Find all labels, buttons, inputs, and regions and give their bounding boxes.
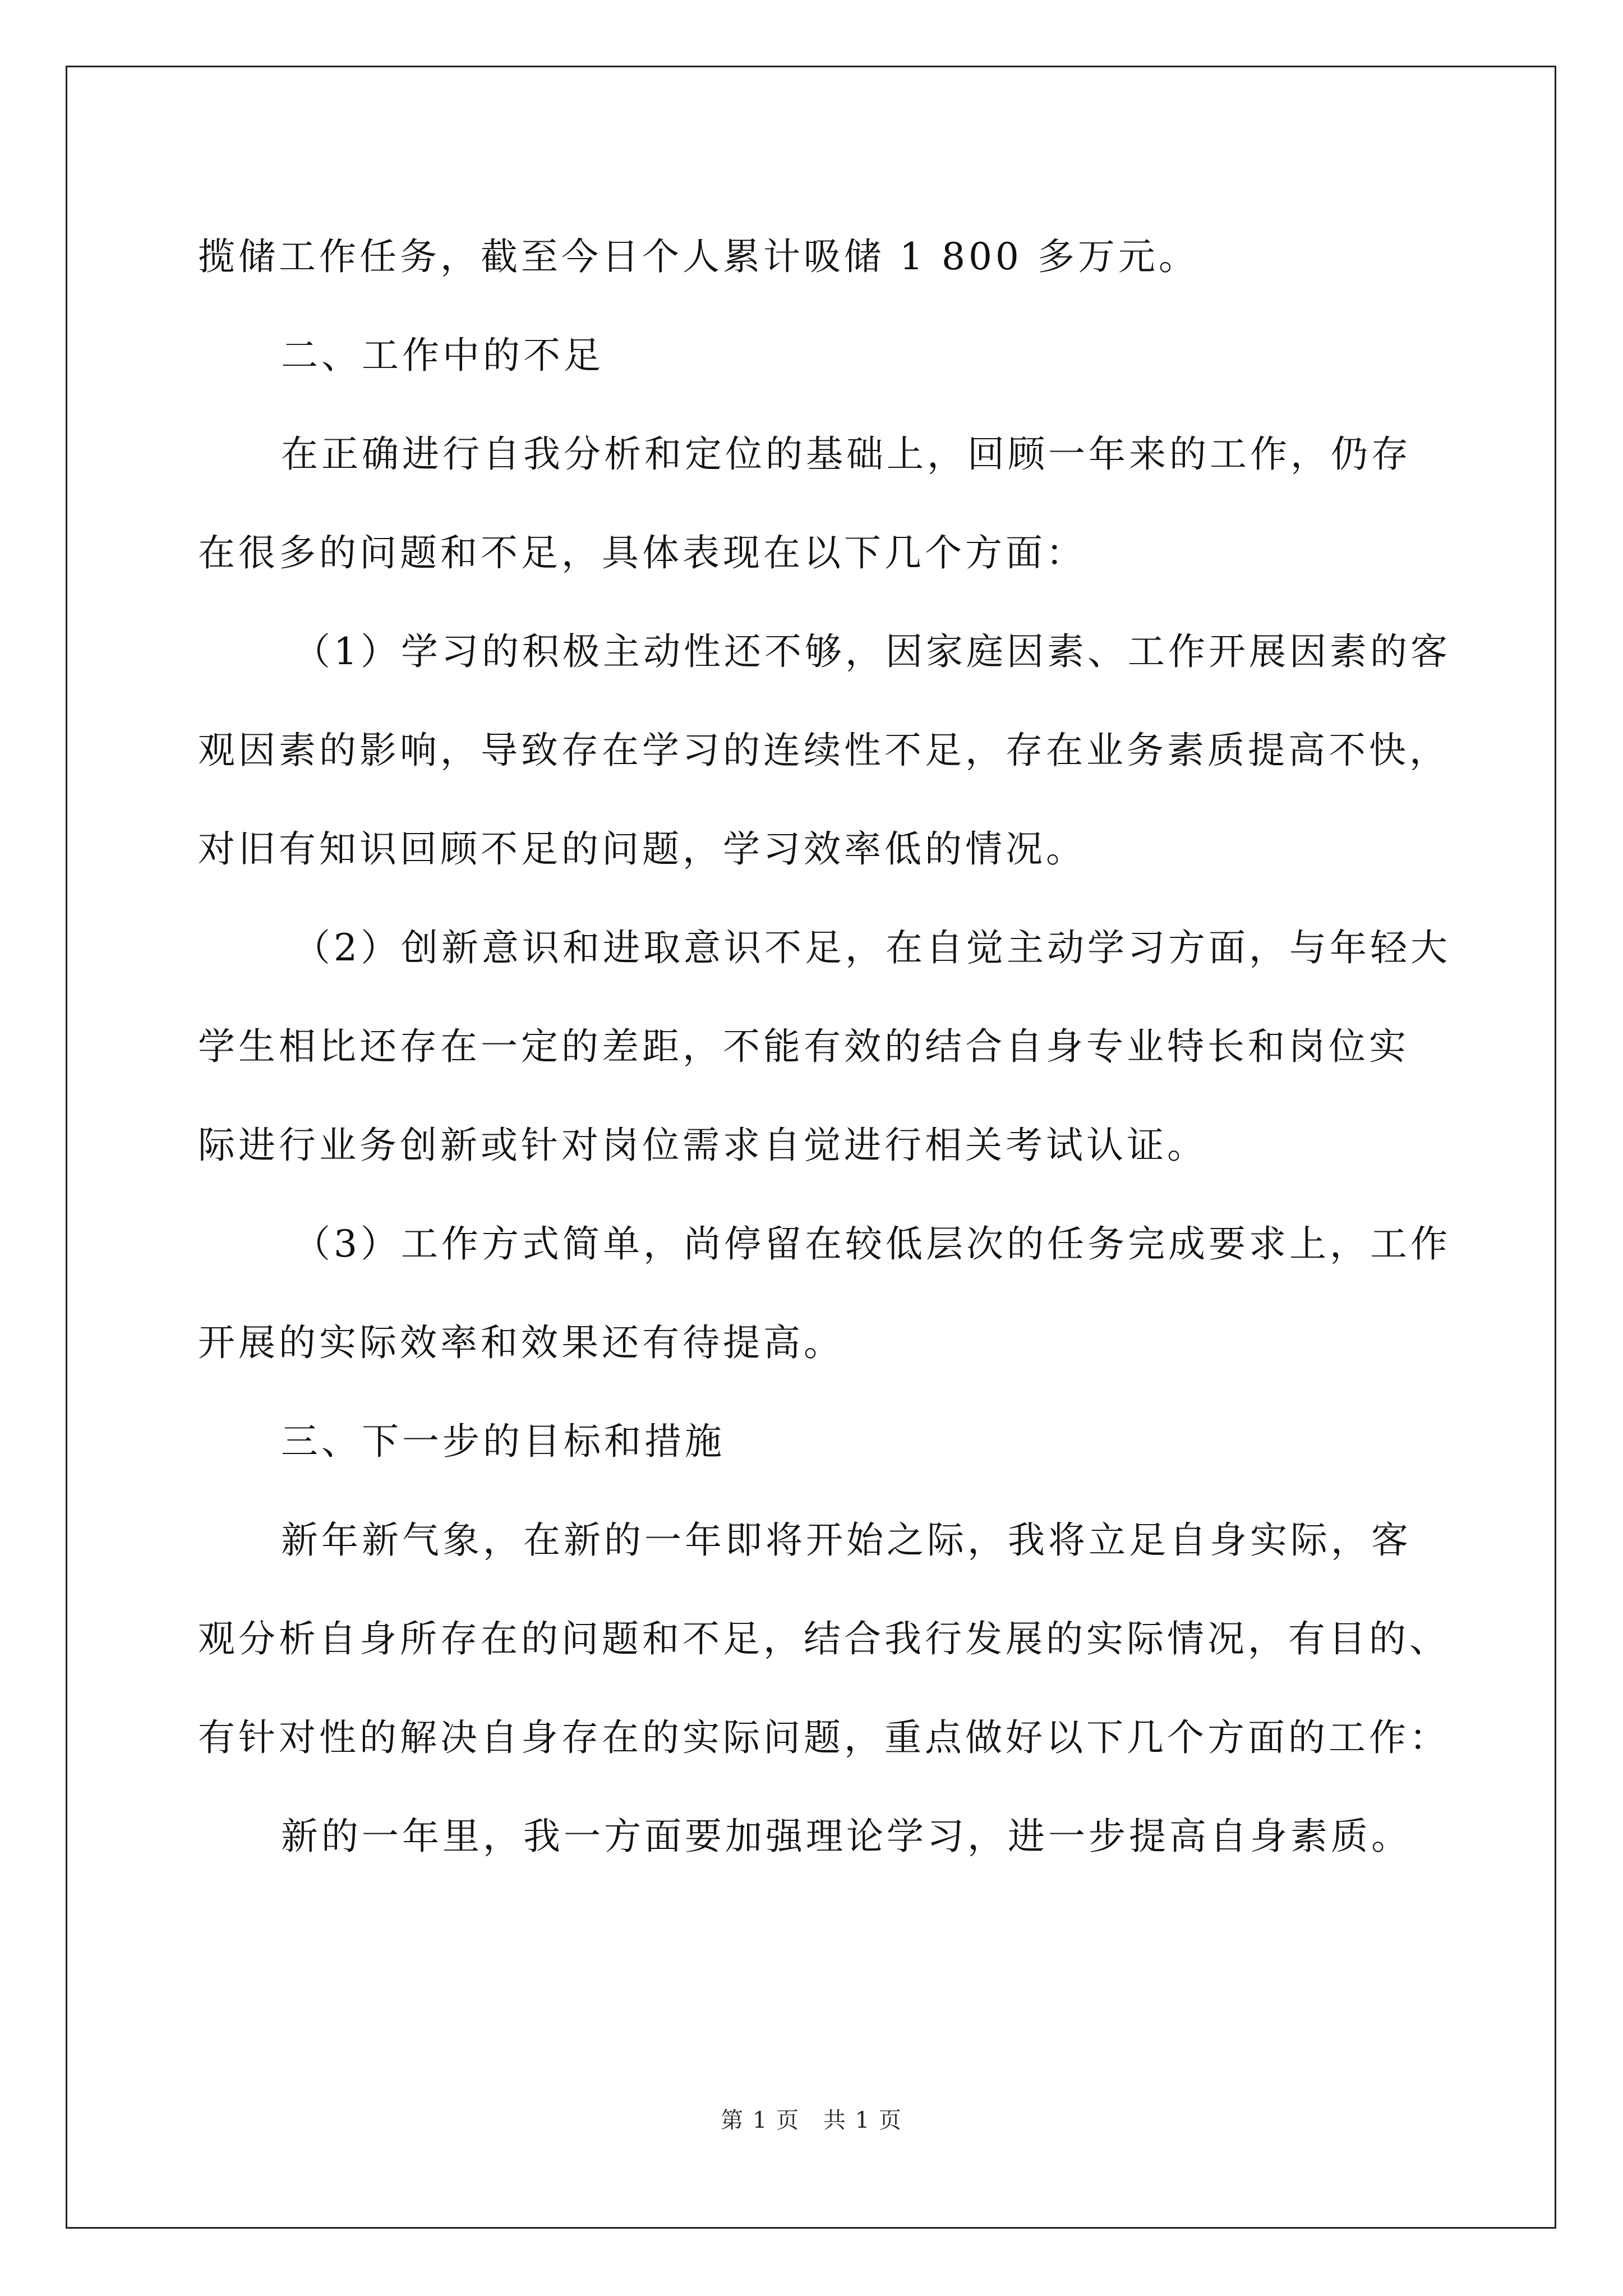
paragraph-line: 观分析自身所存在的问题和不足，结合我行发展的实际情况，有目的、 [198, 1617, 1450, 1660]
section-heading: 三、下一步的目标和措施 [281, 1420, 725, 1463]
paragraph-line: 在正确进行自我分析和定位的基础上，回顾一年来的工作，仍存 [281, 432, 1412, 476]
paragraph-line: 际进行业务创新或针对岗位需求自觉进行相关考试认证。 [198, 1124, 1207, 1167]
paragraph-line: 新的一年里，我一方面要加强理论学习，进一步提高自身素质。 [281, 1815, 1412, 1858]
paragraph-line: 新年新气象，在新的一年即将开始之际，我将立足自身实际，客 [281, 1519, 1412, 1562]
paragraph-line: 学生相比还存在一定的差距，不能有效的结合自身专业特长和岗位实 [198, 1025, 1409, 1068]
paragraph-line: 在很多的问题和不足，具体表现在以下几个方面： [198, 531, 1086, 574]
list-item-line: （1）学习的积极主动性还不够，因家庭因素、工作开展因素的客 [293, 630, 1451, 673]
paragraph-line: 有针对性的解决自身存在的实际问题，重点做好以下几个方面的工作： [198, 1716, 1450, 1759]
paragraph-line: 揽储工作任务，截至今日个人累计吸储 1 800 多万元。 [198, 235, 1199, 278]
list-item-line: （2）创新意识和进取意识不足，在自觉主动学习方面，与年轻大 [293, 926, 1451, 969]
list-item-line: （3）工作方式简单，尚停留在较低层次的任务完成要求上，工作 [293, 1222, 1451, 1266]
paragraph-line: 对旧有知识回顾不足的问题，学习效率低的情况。 [198, 827, 1086, 871]
section-heading: 二、工作中的不足 [281, 334, 604, 377]
paragraph-line: 开展的实际效率和效果还有待提高。 [198, 1321, 844, 1364]
document-body [198, 208, 1451, 1886]
paragraph-line: 观因素的影响，导致存在学习的连续性不足，存在业务素质提高不快， [198, 729, 1450, 772]
page-number: 第 1 页 共 1 页 [721, 2108, 902, 2133]
